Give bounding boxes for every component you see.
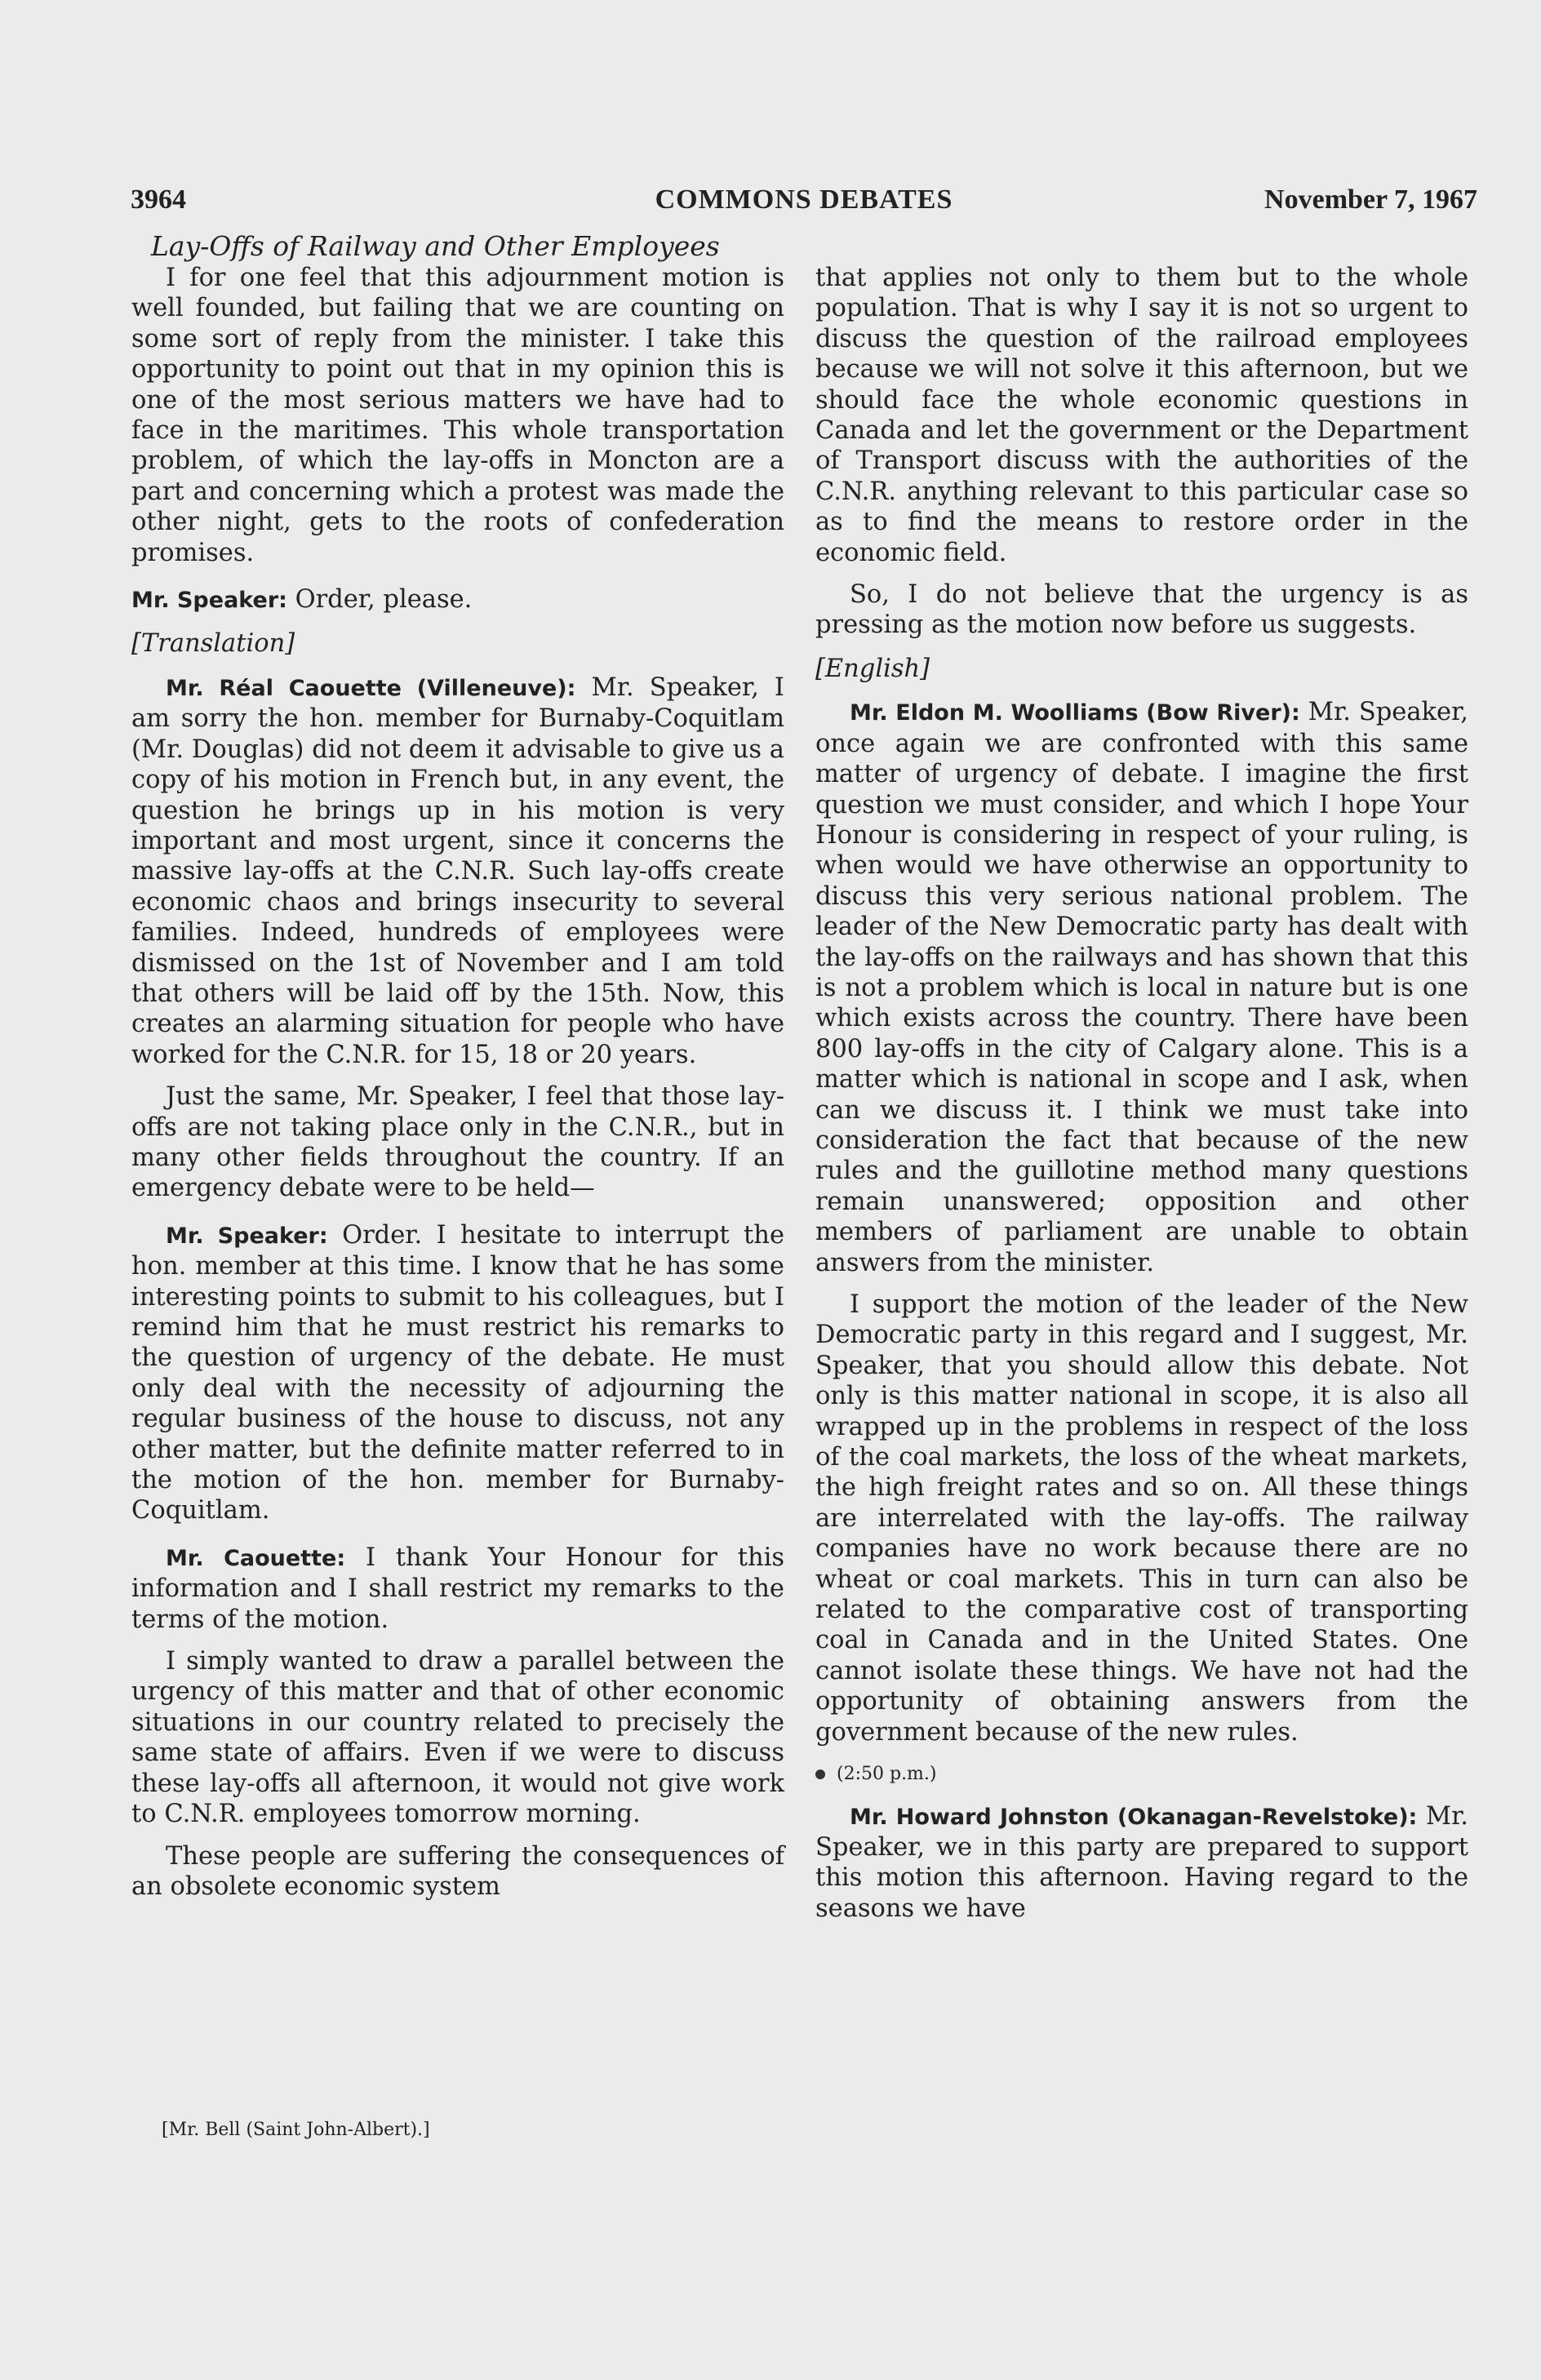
speech-text: Order, please.: [286, 585, 473, 615]
language-tag: [English]: [815, 654, 930, 683]
paragraph: So, I do not believe that the urgency is as pressing as the motion now before us suggests.: [815, 580, 1468, 640]
paragraph: I for one feel that this adjournment motion is well founded, but failing that we are counting on some sort of reply from the minister. I take this opportunity to point out that in my opinion this is one of the most serious matters we have had to face in the maritimes. This whole transportation problem, of which the lay-offs in Moncton are a part and concerning which a protest was made the other night, gets to the roots of confederation promises.: [131, 264, 784, 567]
speaker-name: Mr. Réal Caouette (Villeneuve):: [166, 675, 576, 701]
speech-text: Mr. Speaker, we in this party are prepared to support this motion this afternoon. Having regard to the seasons we have: [815, 1801, 1468, 1923]
paragraph: These people are suffering the consequences of an obsolete economic system: [131, 1841, 784, 1901]
page-number: 3964: [131, 184, 186, 215]
speaker-name: Mr. Eldon M. Woolliams (Bow River):: [850, 700, 1300, 726]
speaker-paragraph: [131, 1220, 784, 1526]
section-subtitle: Lay-Offs of Railway and Other Employees: [151, 230, 720, 262]
speaker-name: Mr. Speaker:: [166, 1223, 328, 1249]
paragraph: Just the same, Mr. Speaker, I feel that those lay-offs are not taking place only in the C.N.R., but in many other fields throughout the country. If an emergency debate were to be held—: [131, 1082, 784, 1203]
left-column: [131, 263, 784, 1913]
speech-text: Mr. Speaker, once again we are confronted with this same matter of urgency of debate. I imagine the first question we must consider, and which I hope Your Honour is considering in respect of your ruling, is when would we have otherwise an opportunity to discuss this very serious national problem. The leader of the New Democratic party has dealt with the lay-offs on the railways and has shown that this is not a problem which is local in nature but is one which exists across the country. There have been 800 lay-offs in the city of Calgary alone. This is a matter which is national in scope and I ask, when can we discuss it. I think we must take into consideration the fact that because of the new rules and the guillotine method many questions remain unanswered; opposition and other members of parliament are unable to obtain answers from the minister.: [815, 698, 1468, 1277]
language-tag: [Translation]: [131, 629, 295, 659]
speech-text: Mr. Speaker, I am sorry the hon. member for Burnaby-Coquitlam (Mr. Douglas) did not deem it advisable to give us a copy of his motion in French but, in any event, the question he brings up in his motion is very important and most urgent, since it concerns the massive lay-offs at the C.N.R. Such lay-offs create economic chaos and brings insecurity to several families. Indeed, hundreds of employees were dismissed on the 1st of November and I am told that others will be laid off by the 15th. Now, this creates an alarming situation for people who have worked for the C.N.R. for 15, 18 or 20 years.: [131, 673, 784, 1069]
bullet-icon: [815, 1769, 825, 1779]
speaker-paragraph: [815, 1801, 1468, 1925]
right-column: [815, 263, 1468, 1935]
speaker-name: Mr. Caouette:: [166, 1545, 346, 1571]
publication-date: November 7, 1967: [1264, 184, 1477, 215]
speech-text: I thank Your Honour for this information and I shall restrict my remarks to the terms of the motion.: [131, 1543, 784, 1634]
time-marker: [815, 1759, 1468, 1789]
paragraph: I simply wanted to draw a parallel between the urgency of this matter and that of other economic situations in our country related to precisely the same state of affairs. Even if we were to discuss these lay-offs all afternoon, it would not give work to C.N.R. employees tomorrow morning.: [131, 1647, 784, 1829]
speaker-paragraph: [815, 697, 1468, 1278]
speaker-paragraph: [131, 584, 784, 615]
paragraph: I support the motion of the leader of the New Democratic party in this regard and I suggest, Mr. Speaker, that you should allow this debate. Not only is this matter national in scope, it is also all wrapped up in the problems in respect of the loss of the coal markets, the loss of the wheat markets, the high freight rates and so on. All these things are interrelated with the lay-offs. The railway companies have no work because there are no wheat or coal markets. This in turn can also be related to the comparative cost of transporting coal in Canada and in the United States. One cannot isolate these things. We have not had the opportunity of obtaining answers from the government because of the new rules.: [815, 1290, 1468, 1747]
speaker-paragraph: [131, 1543, 784, 1635]
time-text: (2:50 p.m.): [837, 1764, 937, 1785]
speech-text: Order. I hesitate to interrupt the hon. member at this time. I know that he has some interesting points to submit to his colleagues, but I remind him that he must restrict his remarks to the question of urgency of the debate. He must only deal with the necessity of adjourning the regular business of the house to discuss, not any other matter, but the definite matter referred to in the motion of the hon. member for Burnaby-Coquitlam.: [131, 1220, 784, 1525]
page-header: [131, 184, 1477, 225]
publication-title: COMMONS DEBATES: [655, 184, 953, 215]
speaker-name: Mr. Howard Johnston (Okanagan-Revelstoke):: [850, 1804, 1418, 1830]
paragraph: that applies not only to them but to the whole population. That is why I say it is not so urgent to discuss the question of the railroad employees because we will not solve it this afternoon, but we should face the whole economic questions in Canada and let the government or the Department of Transport discuss with the authorities of the C.N.R. anything relevant to this particular case so as to find the means to restore order in the economic field.: [815, 264, 1468, 567]
footer-note: [Mr. Bell (Saint John-Albert).]: [162, 2120, 430, 2140]
speaker-paragraph: [131, 673, 784, 1070]
speaker-name: Mr. Speaker:: [131, 588, 287, 614]
